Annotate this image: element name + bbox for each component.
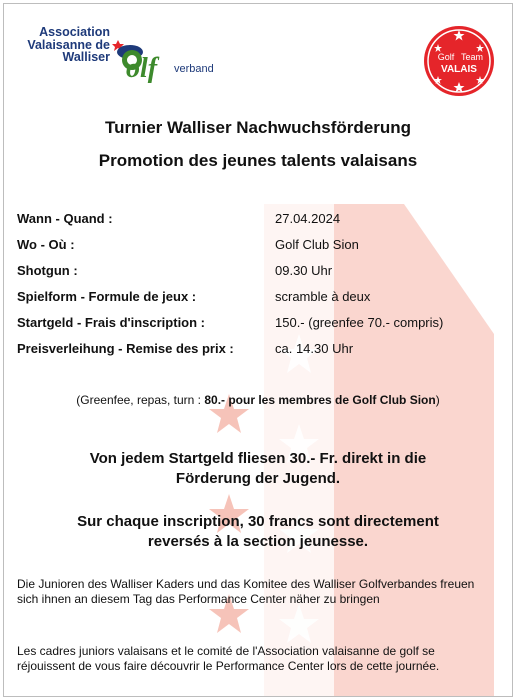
- info-value: 150.- (greenfee 70.- compris): [275, 315, 444, 330]
- info-row: [17, 263, 497, 289]
- association-name: [22, 26, 110, 64]
- note-suffix: ): [435, 393, 440, 407]
- info-value: 27.04.2024: [275, 211, 341, 226]
- highlight-german-line-2: Förderung der Jugend.: [175, 470, 341, 487]
- info-value: 09.30 Uhr: [275, 263, 333, 278]
- title-german: Turnier Walliser Nachwuchsförderung: [104, 118, 412, 137]
- info-value: ca. 14.30 Uhr: [275, 341, 354, 356]
- highlight-french: [4, 512, 512, 552]
- info-label: Shotgun :: [17, 263, 78, 278]
- logo-line-3: Walliser: [62, 50, 110, 64]
- paragraph-french: Les cadres juniors valaisans et le comité de l'Association valaisanne de golf se réjouissent de vous faire découvrir le Performance Center lors de cette journée.: [17, 644, 440, 673]
- info-label: Wo - Où :: [17, 237, 75, 252]
- document-page: [3, 3, 513, 697]
- info-row: [17, 237, 497, 263]
- info-row: [17, 341, 497, 367]
- greenfee-note: [4, 393, 512, 407]
- golf-team-valais-logo: [422, 24, 496, 98]
- title-french: Promotion des jeunes talents valaisans: [98, 151, 418, 170]
- verband-wordmark: verband: [174, 63, 214, 75]
- logo-line-1: Association: [39, 25, 110, 39]
- highlight-german-line-1: Von jedem Startgeld fliesen 30.- Fr. direkt in die: [89, 450, 427, 467]
- info-value: scramble à deux: [275, 289, 371, 304]
- highlight-french-line-2: reversés à la section jeunesse.: [147, 533, 369, 550]
- info-row: [17, 211, 497, 237]
- logo-line-2: Valaisanne de: [27, 37, 110, 52]
- info-value: Golf Club Sion: [275, 237, 359, 252]
- info-label: Spielform - Formule de jeux :: [17, 289, 197, 304]
- highlight-french-line-1: Sur chaque inscription, 30 francs sont directement: [77, 513, 439, 530]
- note-bold: 80.- pour les membres de Golf Club Sion: [204, 393, 436, 407]
- association-logo: [22, 26, 242, 86]
- note-prefix: (Greenfee, repas, turn :: [76, 393, 205, 407]
- info-row: [17, 289, 497, 315]
- logo-text-golf: Golf: [437, 52, 455, 62]
- golf-wordmark: olf: [126, 53, 158, 84]
- event-info-list: [17, 211, 497, 367]
- logo-text-valais: VALAIS: [441, 64, 477, 75]
- info-label: Startgeld - Frais d'inscription :: [17, 315, 205, 330]
- logo-text-team: Team: [460, 52, 484, 62]
- info-label: Preisverleihung - Remise des prix :: [17, 341, 234, 356]
- info-row: [17, 315, 497, 341]
- highlight-german: [4, 449, 512, 489]
- paragraph-german: Die Junioren des Walliser Kaders und das Komitee des Walliser Golfverbandes freuen sich ihnen an diesem Tag das Performance Center näher zu bringen: [17, 577, 475, 606]
- info-label: Wann - Quand :: [17, 211, 113, 226]
